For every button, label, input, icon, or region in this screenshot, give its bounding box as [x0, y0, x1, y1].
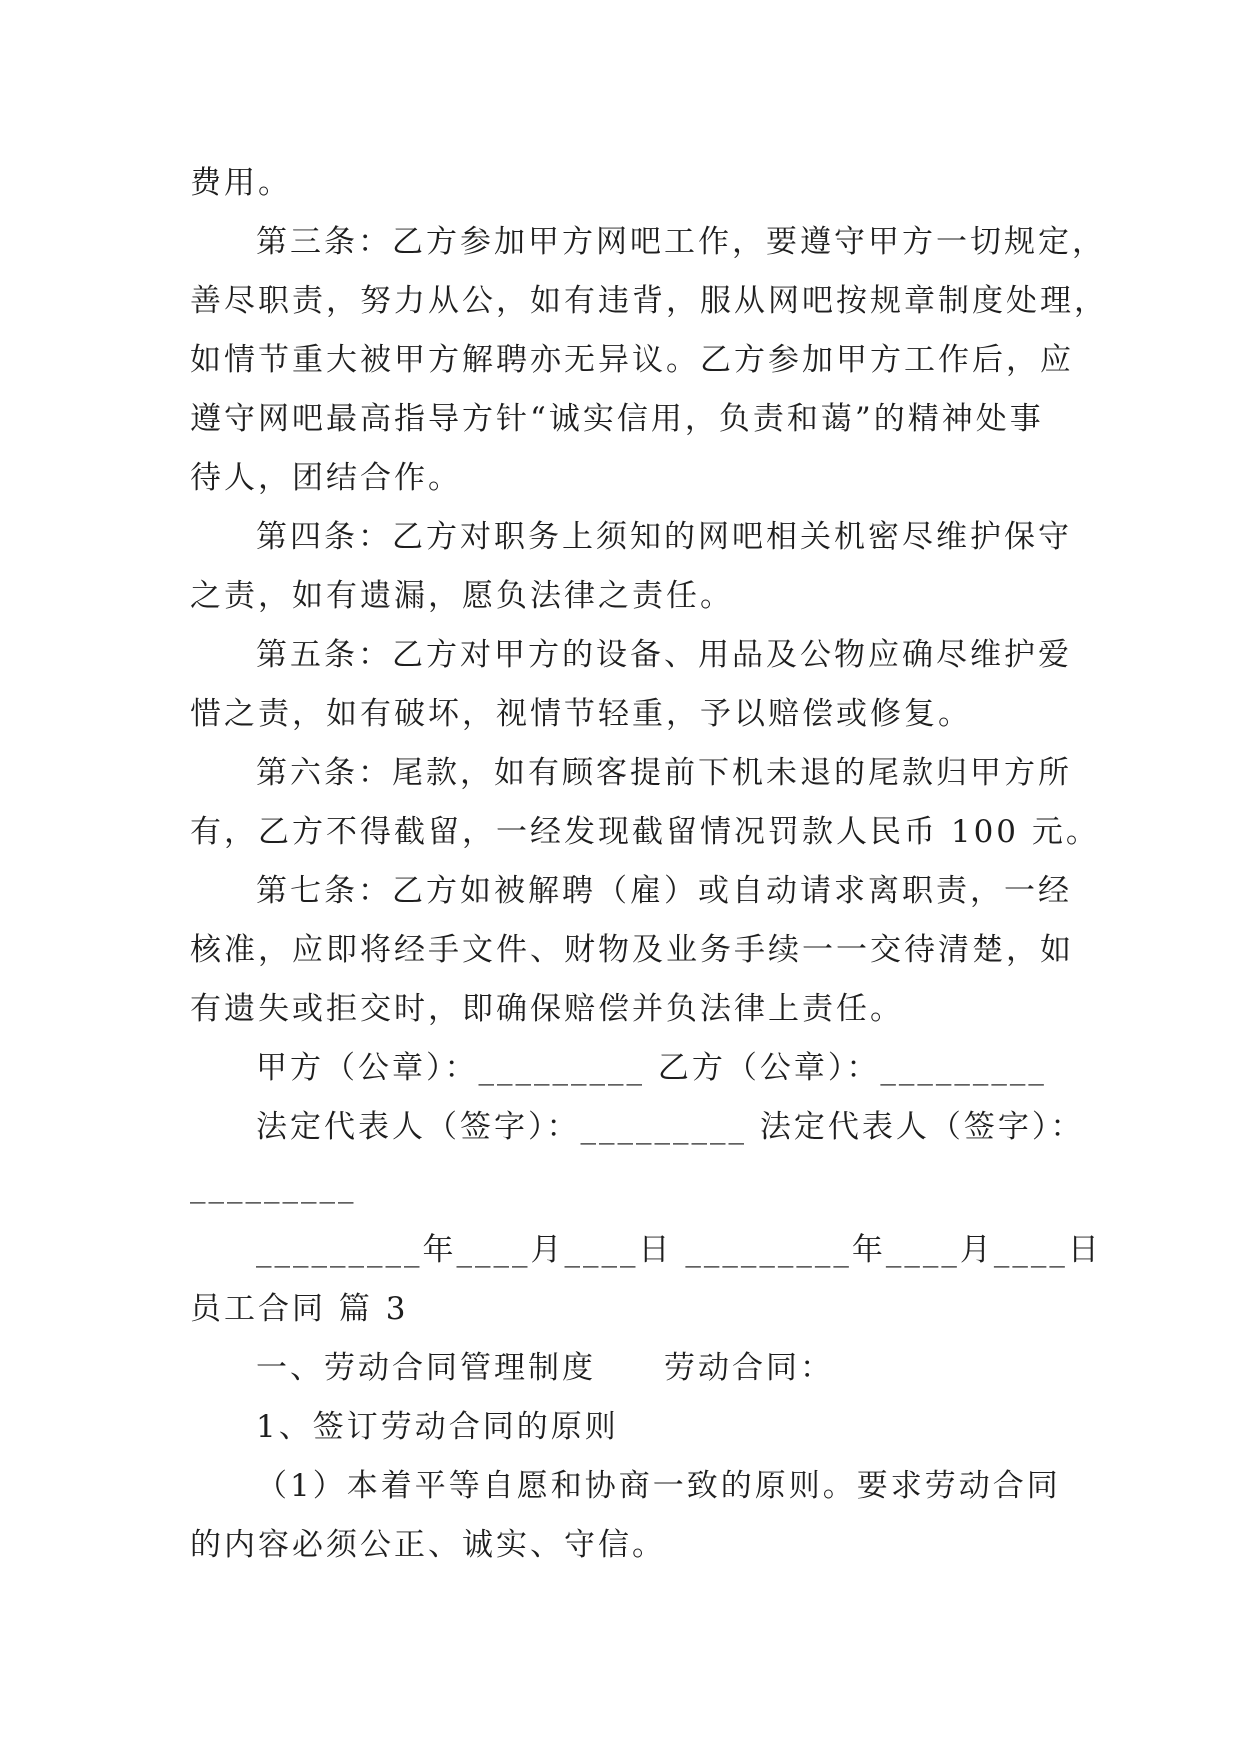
- paragraph-line: 第五条：乙方对甲方的设备、用品及公物应确尽维护爱: [256, 637, 1072, 673]
- paragraph-line: 有，乙方不得截留，一经发现截留情况罚款人民币 100 元。: [190, 814, 1100, 850]
- paragraph-line: 善尽职责，努力从公，如有违背，服从网吧按规章制度处理，: [190, 283, 1108, 319]
- paragraph-line: 第四条：乙方对职务上须知的网吧相关机密尽维护保守: [256, 519, 1072, 555]
- paragraph-line: 一、劳动合同管理制度 劳动合同：: [256, 1350, 834, 1386]
- paragraph-line: 待人，团结合作。: [190, 460, 462, 496]
- paragraph-line: 第七条：乙方如被解聘（雇）或自动请求离职责，一经: [256, 873, 1072, 909]
- paragraph-line: 遵守网吧最高指导方针“诚实信用，负责和蔼”的精神处事: [190, 401, 1044, 437]
- paragraph-line: 惜之责，如有破坏，视情节轻重，予以赔偿或修复。: [190, 696, 972, 732]
- section-heading: 员工合同 篇 3: [190, 1291, 409, 1327]
- paragraph-line: 有遗失或拒交时，即确保赔偿并负法律上责任。: [190, 991, 904, 1027]
- paragraph-line: 的内容必须公正、诚实、守信。: [190, 1527, 666, 1563]
- paragraph-line: 如情节重大被甲方解聘亦无异议。乙方参加甲方工作后，应: [190, 342, 1074, 378]
- signature-blank-line: _________: [190, 1168, 357, 1204]
- signature-seal-line: 甲方（公章）：_________ 乙方（公章）：_________: [256, 1050, 1047, 1086]
- paragraph-line: 第三条：乙方参加甲方网吧工作，要遵守甲方一切规定，: [256, 224, 1106, 260]
- paragraph-line: 之责，如有遗漏，愿负法律之责任。: [190, 578, 734, 614]
- paragraph-line: 第六条：尾款，如有顾客提前下机未退的尾款归甲方所: [256, 755, 1072, 791]
- paragraph-line: 费用。: [190, 165, 292, 201]
- signature-representative-line: 法定代表人（签字）：_________ 法定代表人（签字）：: [256, 1109, 1085, 1145]
- paragraph-line: 1、签订劳动合同的原则: [256, 1409, 619, 1445]
- signature-date-line: _________年____月____日 _________年____月____日: [256, 1232, 1102, 1268]
- paragraph-line: 核准，应即将经手文件、财物及业务手续一一交待清楚，如: [190, 932, 1074, 968]
- paragraph-line: （1）本着平等自愿和协商一致的原则。要求劳动合同: [256, 1468, 1061, 1504]
